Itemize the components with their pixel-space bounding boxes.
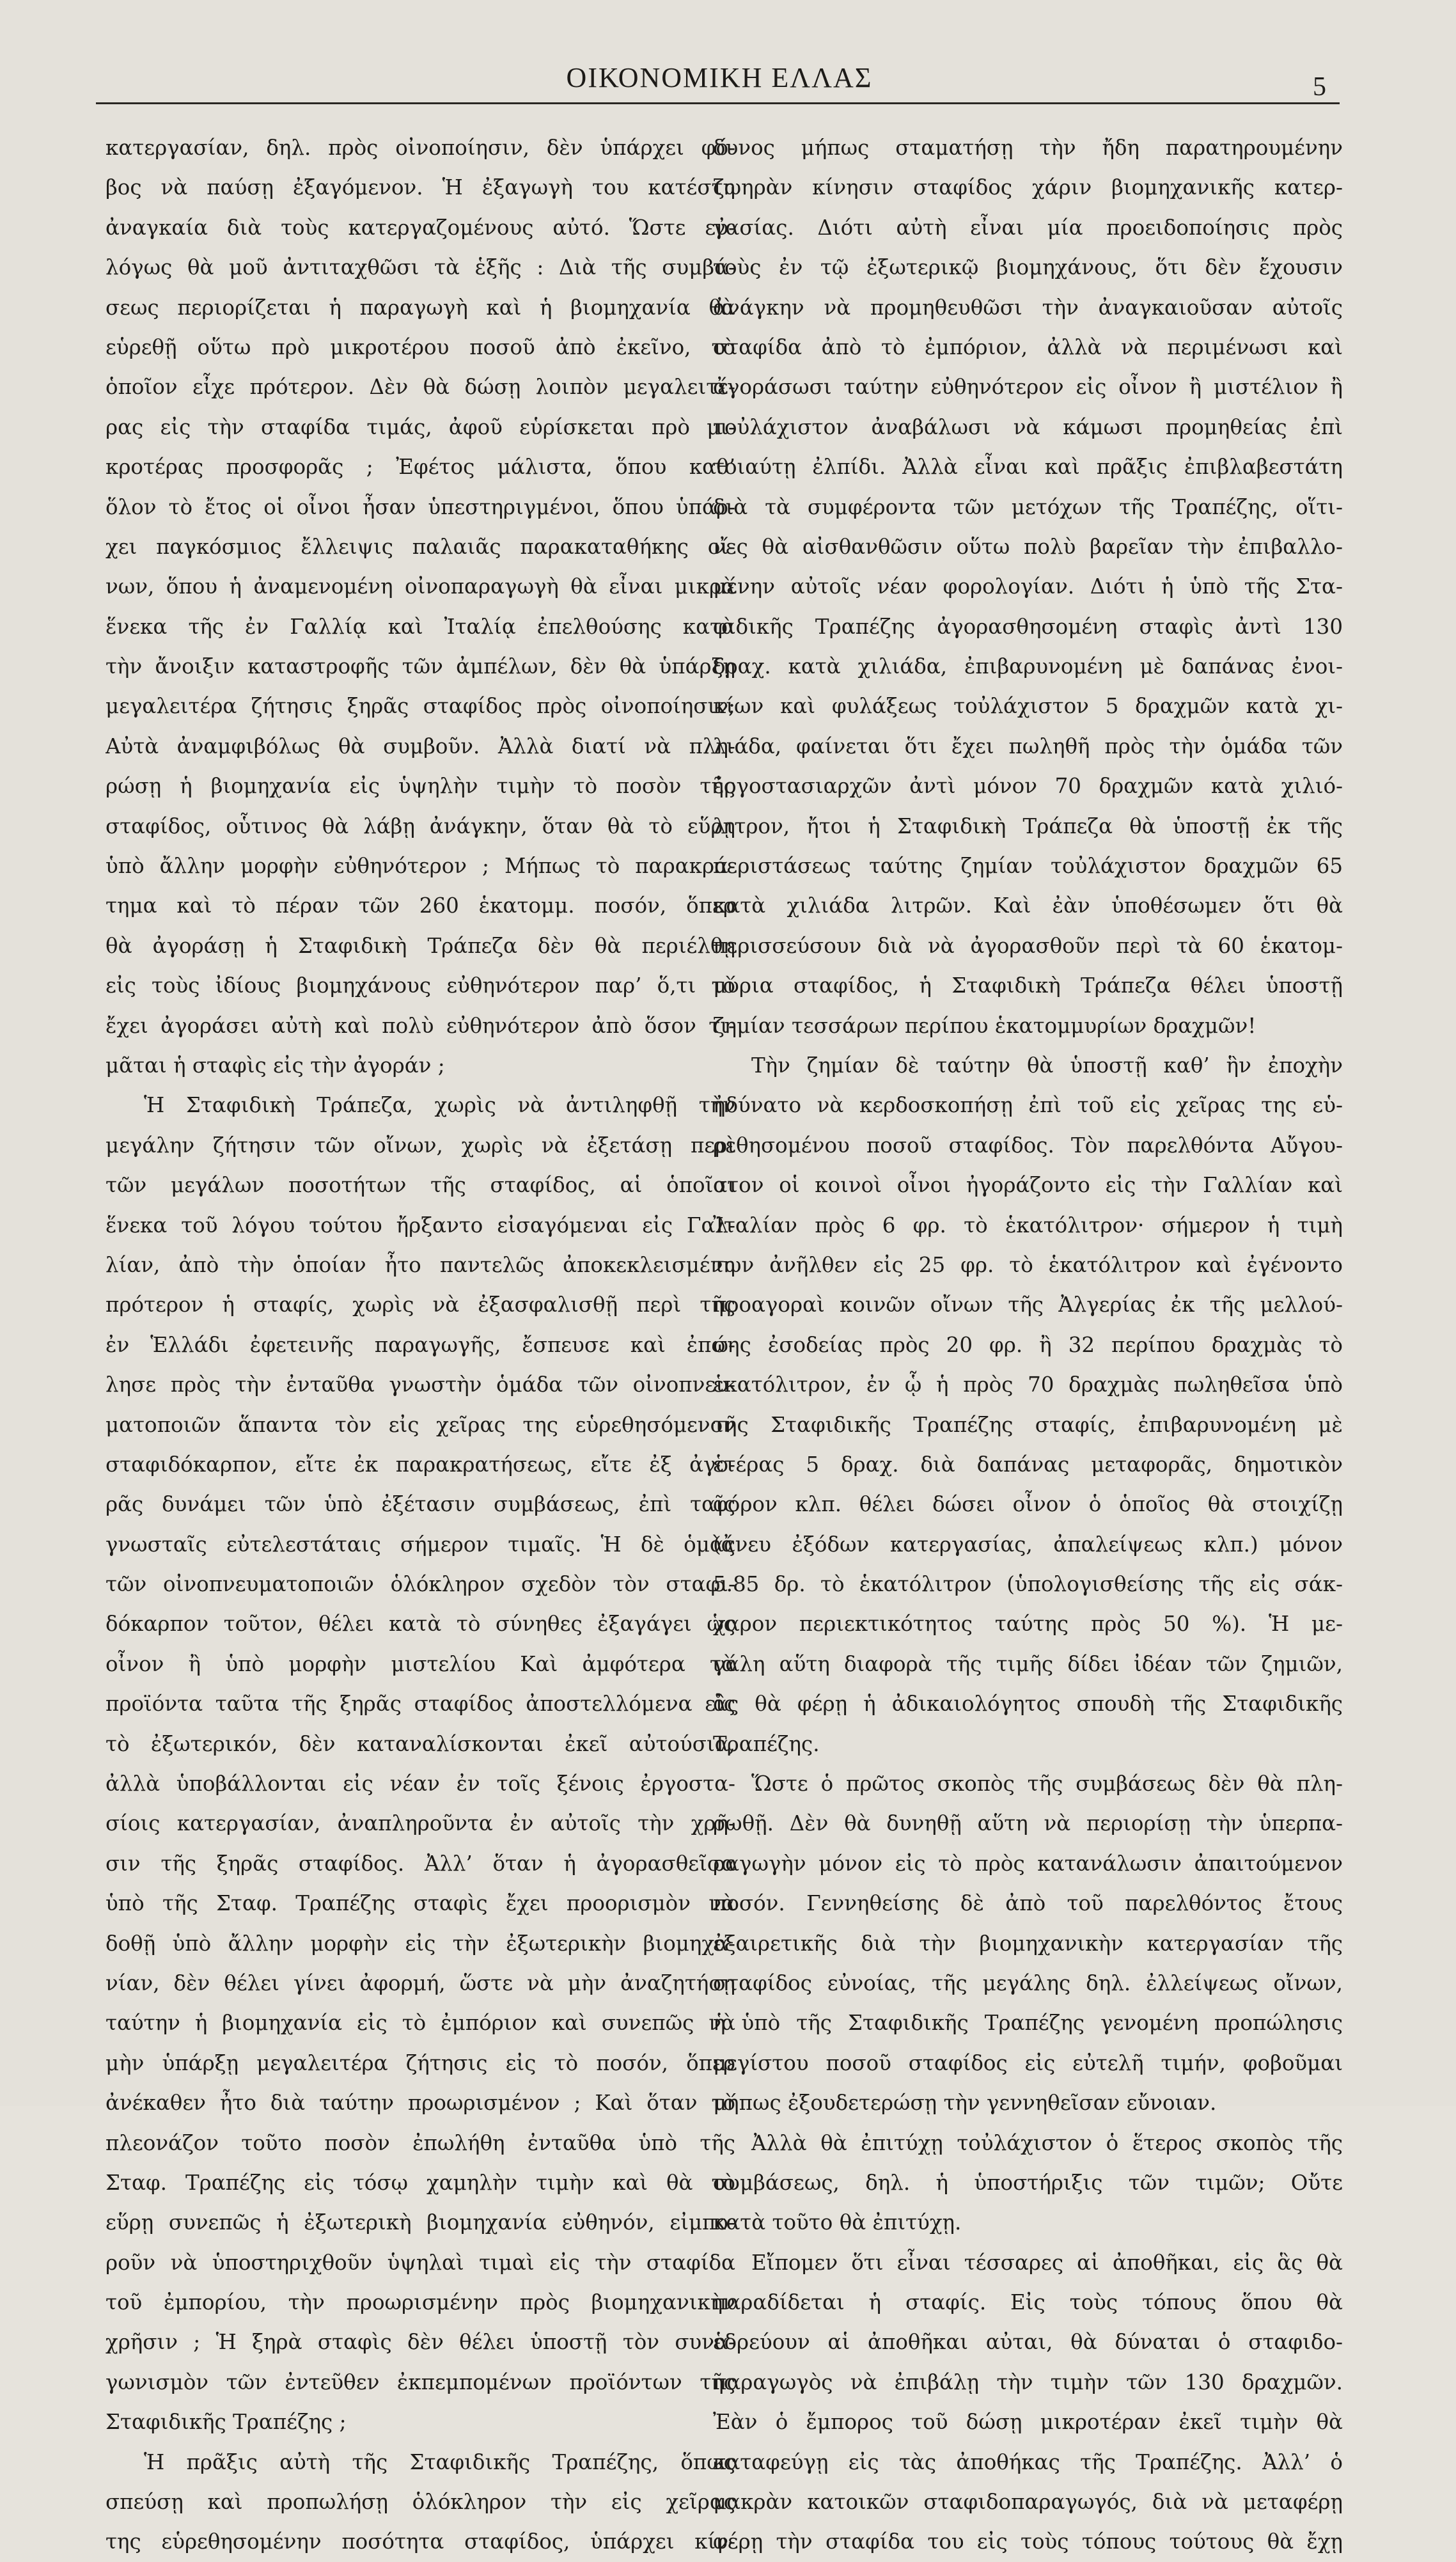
text-line: ὁποῖον εἶχε πρότερον. Δὲν θὰ δώσῃ λοιπὸν μεγαλειτέ- xyxy=(106,375,735,400)
text-line: ἀνάγκην νὰ προμηθευθῶσι τὴν ἀναγκαιοῦσαν αὐτοῖς xyxy=(713,295,1343,320)
text-line: τῶν μεγάλων ποσοτήτων τῆς σταφίδος, αἱ ὁποῖαι xyxy=(106,1173,735,1198)
text-line: σπεύσῃ καὶ προπωλήσῃ ὁλόκληρον τὴν εἰς χεῖρας xyxy=(106,2490,735,2515)
text-line: παραγωγὸς νὰ ἐπιβάλῃ τὴν τιμὴν τῶν 130 δραχμῶν. xyxy=(713,2369,1343,2394)
text-line: Ἀλλὰ θὰ ἐπιτύχῃ τοὐλάχιστον ὁ ἕτερος σκοπὸς τῆς xyxy=(751,2130,1343,2155)
text-line: κροτέρας προσφορᾶς ; Ἐφέτος μάλιστα, ὅπου καθ’ xyxy=(106,455,735,480)
header-rule xyxy=(96,102,1340,104)
text-line: οἶνον ἢ ὑπὸ μορφὴν μιστελίου Καὶ ἀμφότερα τὰ xyxy=(106,1651,735,1676)
text-line: τοῦ ἐμπορίου, τὴν προωρισμένην πρὸς βιομηχανικὴν xyxy=(106,2290,735,2315)
text-line: λιτρον, ἤτοι ἡ Σταφιδικὴ Τράπεζα θὰ ὑποστῇ ἐκ τῆς xyxy=(713,813,1343,838)
text-line: σταφίδος εὐνοίας, τῆς μεγάλης δηλ. ἐλλείψεως οἴνων, xyxy=(713,1970,1343,1995)
text-line: ἐργοστασιαρχῶν ἀντὶ μόνον 70 δραχμῶν κατὰ χιλιό- xyxy=(713,774,1343,799)
text-line: τῆς Σταφιδικῆς Τραπέζης σταφίς, ἐπιβαρυνομένη μὲ xyxy=(713,1412,1343,1437)
running-title: ΟΙΚΟΝΟΜΙΚΗ ΕΛΛΑΣ xyxy=(566,62,873,93)
text-line: ἐν Ἑλλάδι ἐφετεινῆς παραγωγῆς, ἔσπευσε καὶ ἐπώ- xyxy=(106,1332,735,1357)
text-line: ἠδύνατο νὰ κερδοσκοπήσῃ ἐπὶ τοῦ εἰς χεῖρας της εὑ- xyxy=(713,1093,1343,1118)
text-line: της εὑρεθησομένην ποσότητα σταφίδος, ὑπάρχει κίν- xyxy=(106,2529,735,2554)
text-line: τοὺς ἐν τῷ ἐξωτερικῷ βιομηχάνους, ὅτι δὲν ἔχουσιν xyxy=(713,255,1343,280)
text-line: ἕνεκα τοῦ λόγου τούτου ἤρξαντο εἰσαγόμεναι εἰς Γαλ- xyxy=(106,1213,735,1238)
text-line: (ἄνευ ἐξόδων κατεργασίας, ἀπαλείψεως κλπ.) μόνον xyxy=(713,1532,1343,1557)
text-line: μεγαλειτέρα ζήτησις ξηρᾶς σταφίδος πρὸς οἰνοποίησιν; xyxy=(106,694,735,719)
text-line: μήπως ἐξουδετερώσῃ τὴν γεννηθεῖσαν εὔνοιαν. xyxy=(713,2091,1217,2116)
page-number: 5 xyxy=(1313,72,1326,102)
text-line: γωνισμὸν τῶν ἐντεῦθεν ἐκπεμπομένων προϊόντων τῆς xyxy=(106,2369,735,2394)
text-line: λίαν, ἀπὸ τὴν ὁποίαν ἦτο παντελῶς ἀποκεκλεισμένη xyxy=(106,1252,735,1277)
text-line: βος νὰ παύσῃ ἐξαγόμενον. Ἡ ἐξαγωγὴ του κατέστη xyxy=(106,175,735,200)
text-line: ἑκατόλιτρον, ἐν ᾧ ἡ πρὸς 70 δραχμὰς πωληθεῖσα ὑπὸ xyxy=(713,1372,1343,1397)
text-line: Αὐτὰ ἀναμφιβόλως θὰ συμβοῦν. Ἀλλὰ διατί νὰ πλη- xyxy=(106,734,735,758)
text-line: σταφιδόκαρπον, εἴτε ἐκ παρακρατήσεως, εἴτε ἐξ ἀγο- xyxy=(106,1452,735,1477)
text-line: μύρια σταφίδος, ἡ Σταφιδικὴ Τράπεζα θέλει ὑποστῇ xyxy=(713,973,1343,998)
text-line: ἑτέρας 5 δραχ. διὰ δαπάνας μεταφορᾶς, δημοτικὸν xyxy=(713,1452,1343,1477)
text-line: ρώσῃ ἡ βιομηχανία εἰς ὑψηλὴν τιμὴν τὸ ποσὸν τῆς xyxy=(106,774,735,799)
text-line: χαρον περιεκτικότητος ταύτης πρὸς 50 %). Ἡ με- xyxy=(713,1612,1343,1637)
text-line: τῶν οἰνοπνευματοποιῶν ὁλόκληρον σχεδὸν τὸν σταφι- xyxy=(106,1572,735,1597)
text-line: πλεονάζον τοῦτο ποσὸν ἐπωλήθη ἐνταῦθα ὑπὸ τῆς xyxy=(106,2130,735,2155)
text-line: τὴν ἄνοιξιν καταστροφῆς τῶν ἀμπέλων, δὲν θὰ ὑπάρξῃ xyxy=(106,654,735,679)
text-line: λιάδα, φαίνεται ὅτι ἔχει πωληθῆ πρὸς τὴν ὁμάδα τῶν xyxy=(713,734,1343,758)
text-line: μεγάλην ζήτησιν τῶν οἴνων, χωρὶς νὰ ἐξετάσῃ περὶ xyxy=(106,1133,735,1158)
text-line: Σταφ. Τραπέζης εἰς τόσῳ χαμηλὴν τιμὴν καὶ θὰ τὸ xyxy=(106,2170,735,2195)
text-line: φέρῃ τὴν σταφίδα του εἰς τοὺς τόπους τούτους θὰ ἔχῃ xyxy=(713,2529,1343,2554)
text-line: σταφίδος, οὗτινος θὰ λάβῃ ἀνάγκην, ὅταν θὰ τὸ εὕρῃ xyxy=(106,813,735,838)
text-line: γασίας. Διότι αὐτὴ εἶναι μία προειδοποίησις πρὸς xyxy=(713,215,1343,240)
text-line: φόρον κλπ. θέλει δώσει οἶνον ὁ ὁποῖος θὰ στοιχίζῃ xyxy=(713,1492,1343,1517)
text-line: πρότερον ἡ σταφίς, χωρὶς νὰ ἐξασφαλισθῇ περὶ τῆς xyxy=(106,1293,735,1317)
text-line: ρωθῇ. Δὲν θὰ δυνηθῇ αὕτη νὰ περιορίσῃ τὴν ὑπερπα- xyxy=(713,1811,1343,1836)
text-line: ἀλλὰ ὑποβάλλονται εἰς νέαν ἐν τοῖς ξένοις ἐργοστα- xyxy=(106,1772,735,1796)
text-line: ἀναγκαία διὰ τοὺς κατεργαζομένους αὐτό. Ὥστε εὐ- xyxy=(106,215,735,240)
text-line: ἃς θὰ φέρῃ ἡ ἀδικαιολόγητος σπουδὴ τῆς Σταφιδικῆς xyxy=(713,1692,1343,1717)
text-line: ἑδρεύουν αἱ ἀποθῆκαι αὐται, θὰ δύναται ὁ σταφιδο- xyxy=(713,2330,1343,2355)
text-line: ρᾶς δυνάμει τῶν ὑπὸ ἐξέτασιν συμβάσεως, ἐπὶ ταῖς xyxy=(106,1492,735,1517)
text-line: εὕρῃ συνεπῶς ἡ ἐξωτερικὴ βιομηχανία εὐθηνόν, εἰμπο- xyxy=(106,2210,735,2235)
text-line: μὴν ὑπάρξῃ μεγαλειτέρα ζήτησις εἰς τὸ ποσόν, ὅπερ xyxy=(106,2050,735,2075)
text-line: χρῆσιν ; Ἡ ξηρὰ σταφὶς δὲν θέλει ὑποστῇ τὸν συνα- xyxy=(106,2330,735,2355)
text-line: προϊόντα ταῦτα τῆς ξηρᾶς σταφίδος ἀποστελλόμενα εἰς xyxy=(106,1692,735,1717)
text-line: λησε πρὸς τὴν ἐνταῦθα γνωστὴν ὁμάδα τῶν οἰνοπνευ- xyxy=(106,1372,735,1397)
text-line: κατὰ τοῦτο θὰ ἐπιτύχῃ. xyxy=(713,2210,962,2235)
text-line: ρεθησομένου ποσοῦ σταφίδος. Τὸν παρελθόντα Αὔγου- xyxy=(713,1133,1343,1158)
text-line: γνωσταῖς εὐτελεστάταις σήμερον τιμαῖς. Ἡ δὲ ὁμὰς xyxy=(106,1532,735,1557)
text-line: ἀγοράσωσι ταύτην εὐθηνότερον εἰς οἶνον ἢ μιστέλιον ἢ xyxy=(713,375,1343,400)
text-line: μακρὰν κατοικῶν σταφιδοπαραγωγός, διὰ νὰ μεταφέρῃ xyxy=(713,2490,1343,2515)
text-line: δυνος μήπως σταματήσῃ τὴν ἤδη παρατηρουμένην xyxy=(713,136,1343,160)
text-line: 5.85 δρ. τὸ ἑκατόλιτρον (ὑπολογισθείσης τῆς εἰς σάκ- xyxy=(713,1572,1343,1597)
text-line: Τὴν ζημίαν δὲ ταύτην θὰ ὑποστῇ καθ’ ἣν ἐποχὴν xyxy=(751,1053,1343,1078)
text-line: γάλη αὕτη διαφορὰ τῆς τιμῆς δίδει ἰδέαν τῶν ζημιῶν, xyxy=(713,1651,1343,1676)
text-line: ἔχει ἀγοράσει αὐτὴ καὶ πολὺ εὐθηνότερον ἀπὸ ὅσον τι- xyxy=(106,1013,735,1038)
text-line: περιστάσεως ταύτης ζημίαν τοὐλάχιστον δραχμῶν 65 xyxy=(713,854,1343,879)
text-line: τὸ ἐξωτερικόν, δὲν καταναλίσκονται ἐκεῖ αὐτούσια, xyxy=(106,1731,735,1756)
text-line: νες θὰ αἰσθανθῶσιν οὕτω πολὺ βαρεῖαν τὴν ἐπιβαλλο- xyxy=(713,534,1343,559)
text-line: δόκαρπον τοῦτον, θέλει κατὰ τὸ σύνηθες ἐξαγάγει ὡς xyxy=(106,1612,735,1637)
text-line: εὑρεθῇ οὕτω πρὸ μικροτέρου ποσοῦ ἀπὸ ἐκεῖνο, τὸ xyxy=(106,334,735,359)
text-line: ρας εἰς τὴν σταφίδα τιμάς, ἀφοῦ εὑρίσκεται πρὸ μι- xyxy=(106,414,735,439)
text-line: τοὐλάχιστον ἀναβάλωσι νὰ κάμωσι προμηθείας ἐπὶ xyxy=(713,414,1343,439)
text-line: παραδίδεται ἡ σταφίς. Εἰς τοὺς τόπους ὅπου θὰ xyxy=(713,2290,1343,2315)
text-line: τοιαύτῃ ἐλπίδι. Ἀλλὰ εἶναι καὶ πρᾶξις ἐπιβλαβεστάτη xyxy=(713,455,1343,480)
text-line: ταύτην ἡ βιομηχανία εἰς τὸ ἐμπόριον καὶ συνεπῶς νὰ xyxy=(106,2011,735,2036)
text-line: Τραπέζης. xyxy=(713,1731,820,1756)
right-column xyxy=(713,128,1343,2562)
text-line: ἕνεκα τῆς ἐν Γαλλίᾳ καὶ Ἰταλίᾳ ἐπελθούσης κατὰ xyxy=(106,614,735,639)
text-line: Ἐὰν ὁ ἔμπορος τοῦ δώσῃ μικροτέραν ἐκεῖ τιμὴν θὰ xyxy=(713,2410,1343,2435)
text-line: μένην αὐτοῖς νέαν φορολογίαν. Διότι ἡ ὑπὸ τῆς Στα- xyxy=(713,574,1343,599)
text-line: κίων καὶ φυλάξεως τοὐλάχιστον 5 δραχμῶν κατὰ χι- xyxy=(713,694,1343,719)
text-line: περισσεύσουν διὰ νὰ ἀγορασθοῦν περὶ τὰ 60 ἑκατομ- xyxy=(713,933,1343,958)
text-line: Ἰταλίαν πρὸς 6 φρ. τὸ ἑκατόλιτρον· σήμερον ἡ τιμὴ xyxy=(713,1213,1343,1238)
text-line: διὰ τὰ συμφέροντα τῶν μετόχων τῆς Τραπέζης, οἵτι- xyxy=(713,494,1343,519)
text-line: ἡ ὑπὸ τῆς Σταφιδικῆς Τραπέζης γενομένη προπώλησις xyxy=(713,2011,1343,2036)
text-line: δοθῇ ὑπὸ ἄλλην μορφὴν εἰς τὴν ἐξωτερικὴν βιομηχα- xyxy=(106,1931,735,1956)
text-line: ματοποιῶν ἅπαντα τὸν εἰς χεῖρας της εὑρεθησόμενον xyxy=(106,1412,735,1437)
text-line: σης ἐσοδείας πρὸς 20 φρ. ἢ 32 περίπου δραχμὰς τὸ xyxy=(713,1332,1343,1357)
text-line: φιδικῆς Τραπέζης ἀγορασθησομένη σταφὶς ἀντὶ 130 xyxy=(713,614,1343,639)
text-line: νίαν, δὲν θέλει γίνει ἀφορμή, ὥστε νὰ μὴν ἀναζητήσῃ xyxy=(106,1970,735,1995)
text-line: ζημίαν τεσσάρων περίπου ἑκατομμυρίων δραχμῶν! xyxy=(713,1013,1256,1038)
text-line: τημα καὶ τὸ πέραν τῶν 260 ἑκατομμ. ποσόν, ὅπερ xyxy=(106,893,735,918)
text-line: ζωηρὰν κίνησιν σταφίδος χάριν βιομηχανικῆς κατερ- xyxy=(713,175,1343,200)
text-line: κατὰ χιλιάδα λιτρῶν. Καὶ ἐὰν ὑποθέσωμεν ὅτι θὰ xyxy=(713,893,1343,918)
page-header xyxy=(115,61,1324,106)
text-line: σίοις κατεργασίαν, ἀναπληροῦντα ἐν αὐτοῖς τὴν χρῆ- xyxy=(106,1811,735,1836)
text-line: σεως περιορίζεται ἡ παραγωγὴ καὶ ἡ βιομηχανία θὰ xyxy=(106,295,735,320)
text-line: συμβάσεως, δηλ. ἡ ὑποστήριξις τῶν τιμῶν; Οὔτε xyxy=(713,2170,1343,2195)
left-column xyxy=(106,128,735,2562)
text-line: Ὥστε ὁ πρῶτος σκοπὸς τῆς συμβάσεως δὲν θὰ πλη- xyxy=(751,1772,1343,1796)
text-line: σταφίδα ἀπὸ τὸ ἐμπόριον, ἀλλὰ νὰ περιμένωσι καὶ xyxy=(713,334,1343,359)
text-line: στον οἱ κοινοὶ οἶνοι ἠγοράζοντο εἰς τὴν Γαλλίαν καὶ xyxy=(713,1173,1343,1198)
text-line: ὑπὸ ἄλλην μορφὴν εὐθηνότερον ; Μήπως τὸ παρακρά- xyxy=(106,854,735,879)
text-line: ποσόν. Γεννηθείσης δὲ ἀπὸ τοῦ παρελθόντος ἔτους xyxy=(713,1891,1343,1916)
text-line: λόγως θὰ μοῦ ἀντιταχθῶσι τὰ ἑξῆς : Διὰ τῆς συμβά- xyxy=(106,255,735,280)
text-line: εἰς τοὺς ἰδίους βιομηχάνους εὐθηνότερον παρ’ ὅ,τι τὸ xyxy=(106,973,735,998)
text-line: μεγίστου ποσοῦ σταφίδος εἰς εὐτελῆ τιμήν, φοβοῦμαι xyxy=(713,2050,1343,2075)
text-line: των ἀνῆλθεν εἰς 25 φρ. τὸ ἑκατόλιτρον καὶ ἐγένοντο xyxy=(713,1252,1343,1277)
text-line: νων, ὅπου ἡ ἀναμενομένη οἰνοπαραγωγὴ θὰ εἶναι μικρὰ xyxy=(106,574,735,599)
text-line: προαγοραὶ κοινῶν οἴνων τῆς Ἀλγερίας ἐκ τῆς μελλού- xyxy=(713,1293,1343,1317)
text-line: ἐξαιρετικῆς διὰ τὴν βιομηχανικὴν κατεργασίαν τῆς xyxy=(713,1931,1343,1956)
text-line: Σταφιδικῆς Τραπέζης ; xyxy=(106,2410,347,2435)
text-line: Εἴπομεν ὅτι εἶναι τέσσαρες αἱ ἀποθῆκαι, εἰς ἃς θὰ xyxy=(751,2250,1343,2275)
text-line: θὰ ἀγοράσῃ ἡ Σταφιδικὴ Τράπεζα δὲν θὰ περιέλθῃ xyxy=(106,933,735,958)
text-line: καταφεύγῃ εἰς τὰς ἀποθήκας τῆς Τραπέζης. Ἀλλ’ ὁ xyxy=(713,2449,1343,2474)
text-line: ροῦν νὰ ὑποστηριχθοῦν ὑψηλαὶ τιμαὶ εἰς τὴν σταφίδα xyxy=(106,2250,735,2275)
text-line: ὅλον τὸ ἔτος οἱ οἶνοι ἦσαν ὑπεστηριγμένοι, ὅπου ὑπάρ- xyxy=(106,494,735,519)
text-line: ραγωγὴν μόνον εἰς τὸ πρὸς κατανάλωσιν ἀπαιτούμενον xyxy=(713,1851,1343,1876)
text-line: ἀνέκαθεν ἦτο διὰ ταύτην προωρισμένον ; Καὶ ὅταν τὸ xyxy=(106,2091,735,2116)
text-line: δραχ. κατὰ χιλιάδα, ἐπιβαρυνομένη μὲ δαπάνας ἐνοι- xyxy=(713,654,1343,679)
text-line: Ἡ Σταφιδικὴ Τράπεζα, χωρὶς νὰ ἀντιληφθῇ τὴν xyxy=(144,1093,735,1118)
text-line: χει παγκόσμιος ἔλλειψις παλαιᾶς παρακαταθήκης οἴ- xyxy=(106,534,735,559)
text-line: σιν τῆς ξηρᾶς σταφίδος. Ἀλλ’ ὅταν ἡ ἀγορασθεῖσα xyxy=(106,1851,735,1876)
text-line: Ἡ πρᾶξις αὐτὴ τῆς Σταφιδικῆς Τραπέζης, ὅπως xyxy=(144,2449,735,2474)
text-line: κατεργασίαν, δηλ. πρὸς οἰνοποίησιν, δὲν ὑπάρχει φό- xyxy=(106,136,735,160)
text-line: ὑπὸ τῆς Σταφ. Τραπέζης σταφὶς ἔχει προορισμὸν νὰ xyxy=(106,1891,735,1916)
text-line: μᾶται ἡ σταφὶς εἰς τὴν ἀγοράν ; xyxy=(106,1053,445,1078)
